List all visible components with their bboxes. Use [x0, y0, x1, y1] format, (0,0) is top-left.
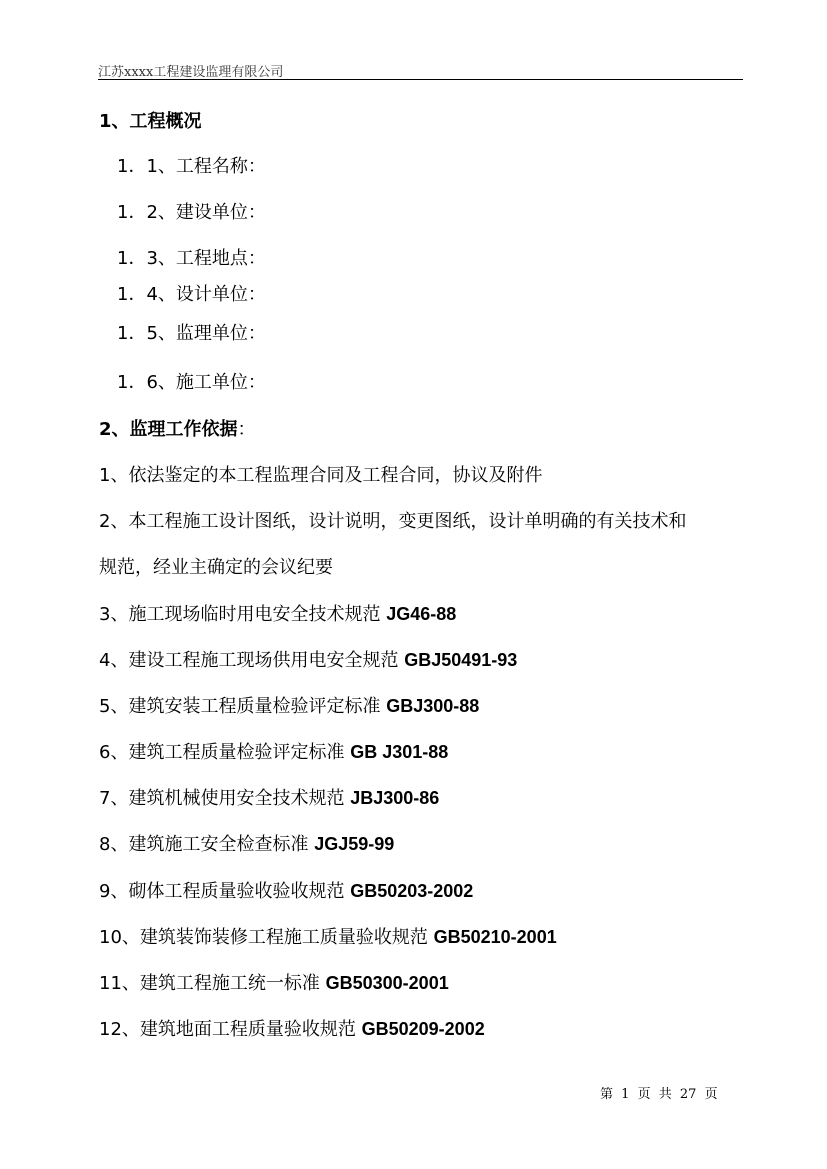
standard-code: JBJ300-86: [350, 788, 440, 808]
section-2-title: [99, 418, 256, 442]
design-unit-label: 1．4、设计单位：: [117, 284, 266, 305]
basis-item: 4、建设工程施工现场供用电安全规范 GBJ50491-93: [99, 650, 518, 671]
basis-item-continuation: 规范，经业主确定的会议纪要: [99, 557, 333, 578]
standard-code: GBJ50491-93: [404, 650, 518, 670]
basis-item: 9、砌体工程质量验收验收规范 GB50203-2002: [99, 881, 474, 902]
standard-code: GB50300-2001: [325, 973, 449, 993]
owner-unit-label: 1．2、建设单位：: [117, 202, 266, 223]
page-total: 27: [679, 1087, 697, 1102]
basis-item: 5、建筑安装工程质量检验评定标准 GBJ300-88: [99, 696, 480, 717]
standard-code: JG46-88: [386, 604, 457, 624]
company-name: 江苏xxxx工程建设监理有限公司: [98, 65, 284, 80]
page-current: 1: [621, 1087, 630, 1102]
page-label: 第: [600, 1087, 614, 1102]
page-label: 页: [704, 1087, 718, 1102]
basis-item: 6、建筑工程质量检验评定标准 GB J301-88: [99, 742, 449, 763]
standard-code: GB50209-2002: [361, 1019, 485, 1039]
basis-item: 1、依法鉴定的本工程监理合同及工程合同，协议及附件: [99, 465, 543, 486]
project-name-label: 1．1、工程名称：: [117, 156, 266, 177]
page-footer: [600, 1083, 722, 1102]
standard-code: GBJ300-88: [386, 696, 480, 716]
page-label: 页: [637, 1087, 651, 1102]
page-label: 共: [658, 1087, 672, 1102]
basis-item: 3、施工现场临时用电安全技术规范 JG46-88: [99, 604, 457, 625]
basis-item: 11、建筑工程施工统一标准 GB50300-2001: [99, 973, 449, 994]
supervision-unit-label: 1．5、监理单位：: [117, 323, 266, 344]
standard-code: JGJ59-99: [314, 834, 395, 854]
construction-unit-label: 1．6、施工单位：: [117, 372, 266, 393]
section-2-title-colon: ：: [237, 419, 256, 440]
basis-item: 12、建筑地面工程质量验收规范 GB50209-2002: [99, 1019, 485, 1040]
standard-code: GB50210-2001: [433, 927, 557, 947]
standard-code: GB J301-88: [350, 742, 449, 762]
section-2-title-text: 2、监理工作依据: [99, 419, 238, 440]
section-1-title: 1、工程概况: [99, 111, 202, 132]
basis-item: 8、建筑施工安全检查标准 JGJ59-99: [99, 834, 395, 855]
project-location-label: 1．3、工程地点：: [117, 248, 266, 269]
basis-item: 10、建筑装饰装修工程施工质量验收规范 GB50210-2001: [99, 927, 557, 948]
basis-item: 2、本工程施工设计图纸，设计说明，变更图纸，设计单明确的有关技术和: [99, 511, 687, 532]
page-header: [98, 60, 743, 80]
basis-item: 7、建筑机械使用安全技术规范 JBJ300-86: [99, 788, 440, 809]
standard-code: GB50203-2002: [350, 881, 474, 901]
